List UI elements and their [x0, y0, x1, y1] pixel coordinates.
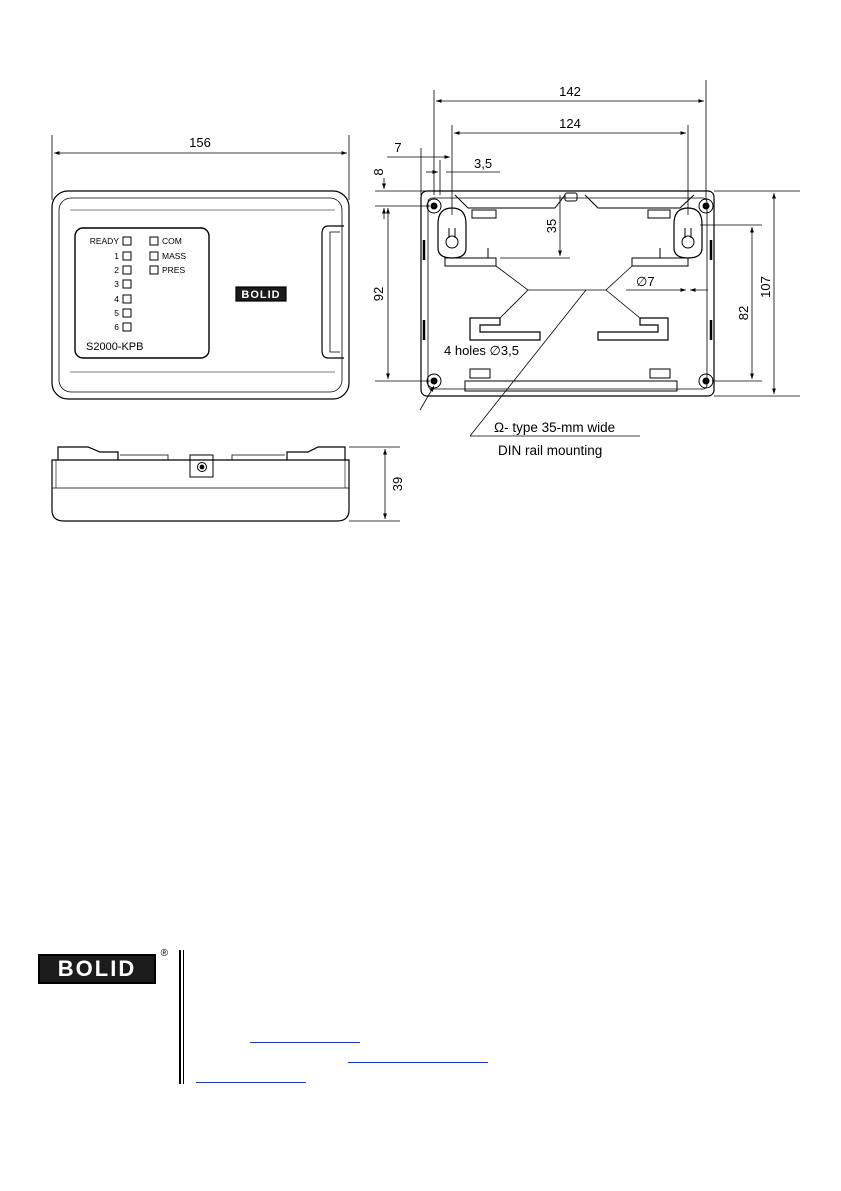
footer-divider-inner — [183, 950, 184, 1084]
holes-note: 4 holes ∅3,5 — [444, 343, 519, 358]
rail-note-line2: DIN rail mounting — [498, 443, 603, 458]
led-mass — [150, 252, 158, 260]
indicator-label-1: 1 — [114, 251, 119, 261]
rail-clip-left — [470, 318, 540, 340]
led-3 — [123, 280, 131, 288]
model-name: S2000-KPB — [86, 341, 144, 353]
rear-body-outline — [421, 191, 714, 396]
rail-clip-right — [598, 318, 668, 340]
rail-offset-label: 35 — [544, 218, 559, 234]
hole-vertical-label: 82 — [736, 305, 751, 321]
hole-offset-label: 3,5 — [474, 156, 493, 171]
indicator-label-mass: MASS — [162, 251, 187, 261]
rail-note-line1: Ω- type 35-mm wide — [494, 420, 616, 435]
side-view — [52, 447, 400, 521]
footer-link-underline-2[interactable] — [348, 1062, 488, 1063]
led-5 — [123, 309, 131, 317]
front-body-outline — [52, 191, 349, 399]
footer-link-underline-1[interactable] — [250, 1042, 360, 1043]
rear-width-label: 142 — [559, 84, 581, 99]
led-com — [150, 237, 158, 245]
indicator-label-6: 6 — [114, 322, 119, 332]
footer-divider — [179, 950, 181, 1084]
registered-mark: ® — [160, 948, 168, 959]
footer-logo — [38, 948, 168, 984]
side-view-text — [390, 477, 405, 491]
rear-view — [375, 80, 800, 436]
left-offset-label: 7 — [394, 140, 402, 155]
led-pres — [150, 266, 158, 274]
front-width-label: 156 — [189, 135, 211, 150]
led-2 — [123, 266, 131, 274]
front-logo-text: BOLID — [241, 289, 281, 301]
keyhole-diameter-label: ∅7 — [636, 274, 655, 289]
indicator-panel — [75, 228, 209, 358]
front-view-text — [86, 135, 281, 353]
footer-logo-text: BOLID — [57, 956, 137, 981]
front-side-grip — [322, 226, 344, 358]
indicator-label-ready: READY — [89, 236, 119, 246]
keyhole-right — [674, 208, 702, 258]
inner-height-label: 92 — [371, 286, 386, 302]
rear-view-text — [371, 84, 773, 458]
indicator-label-pres: PRES — [162, 265, 186, 275]
indicator-label-5: 5 — [114, 308, 119, 318]
front-view — [52, 135, 349, 399]
top-offset-label: 8 — [371, 168, 386, 176]
indicator-label-com: COM — [162, 236, 182, 246]
led-6 — [123, 323, 131, 331]
mounting-holes — [427, 199, 713, 388]
indicator-label-2: 2 — [114, 265, 119, 275]
footer-link-underline-3[interactable] — [196, 1082, 306, 1083]
keyhole-left — [438, 208, 466, 258]
led-4 — [123, 295, 131, 303]
hole-spacing-label: 124 — [559, 116, 581, 131]
led-ready — [123, 237, 131, 245]
side-height-label: 39 — [390, 476, 405, 492]
outer-height-label: 107 — [758, 276, 773, 298]
led-1 — [123, 252, 131, 260]
side-body-outline — [52, 460, 349, 521]
indicator-label-3: 3 — [114, 279, 119, 289]
indicator-label-4: 4 — [114, 294, 119, 304]
